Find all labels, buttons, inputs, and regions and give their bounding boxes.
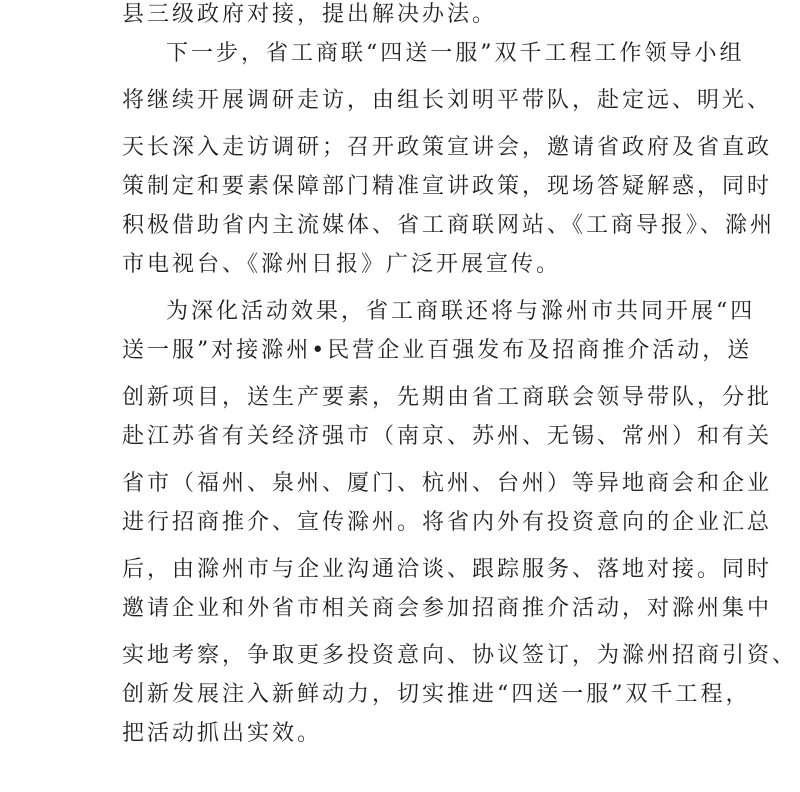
text-line: 把活动抓出实效。: [122, 721, 323, 746]
paragraph-start-line: 下一步，省工商联“四送一服”双千工程工作领导小组: [166, 41, 745, 66]
paragraph-start-line: 为深化活动效果，省工商联还将与滁州市共同开展“四: [166, 299, 756, 324]
text-line: 将继续开展调研走访，由组长刘明平带队，赴定远、明光、: [122, 88, 773, 113]
text-line: 邀请企业和外省市相关商会参加招商推介活动，对滁州集中: [122, 596, 773, 621]
text-line: 创新发展注入新鲜动力，切实推进“四送一服”双千工程，: [122, 682, 751, 707]
text-line: 县三级政府对接，提出解决办法。: [122, 2, 498, 27]
text-line: 策制定和要素保障部门精准宣讲政策，现场答疑解惑，同时: [122, 174, 773, 199]
text-line: 市电视台、《滁州日报》广泛开展宣传。: [122, 252, 562, 277]
text-line: 省市（福州、泉州、厦门、杭州、台州）等异地商会和企业: [122, 471, 773, 496]
text-line: 后，由滁州市与企业沟通洽谈、跟踪服务、落地对接。同时: [122, 557, 773, 582]
text-line: 天长深入走访调研；召开政策宣讲会，邀请省政府及省直政: [122, 135, 773, 160]
text-line: 赴江苏省有关经济强市（南京、苏州、无锡、常州）和有关: [122, 424, 773, 449]
text-line: 进行招商推介、宣传滁州。将省内外有投资意向的企业汇总: [122, 510, 773, 535]
text-line: 实地考察，争取更多投资意向、协议签订，为滁州招商引资、: [122, 643, 798, 668]
text-line: 送一服”对接滁州•民营企业百强发布及招商推介活动，送: [122, 338, 753, 363]
text-line: 积极借助省内主流媒体、省工商联网站、《工商导报》、滁州: [122, 213, 776, 238]
text-line: 创新项目，送生产要素，先期由省工商联会领导带队，分批: [122, 385, 773, 410]
